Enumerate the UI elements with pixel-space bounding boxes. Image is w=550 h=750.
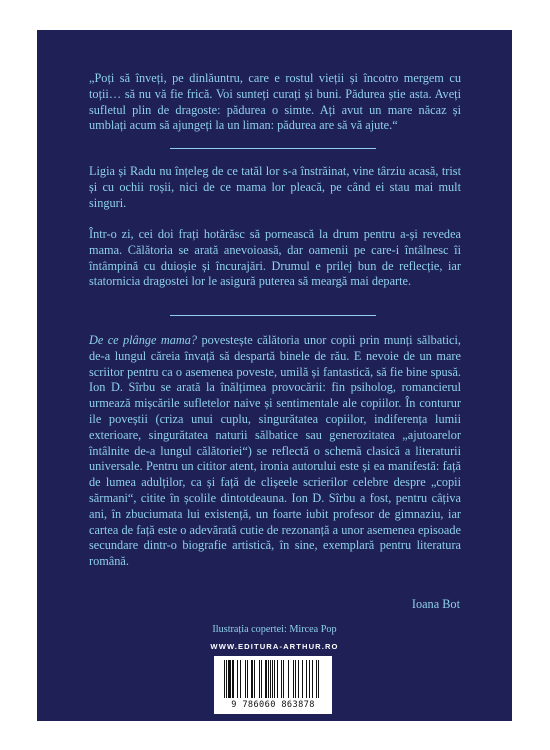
barcode-bar [259,660,260,698]
barcode-bar [237,660,238,698]
barcode-bar [318,660,319,698]
illustration-credit: Ilustrația copertei: Mircea Pop [212,624,337,635]
barcode-bar [224,660,225,698]
barcode-bar [312,660,313,698]
isbn-barcode [214,656,332,714]
barcode-number: 9 786060 863878 [231,700,315,710]
book-back-cover [37,30,512,721]
barcode-bar [283,660,284,698]
barcode-bar [281,660,282,698]
barcode-bar [316,660,317,698]
barcode-bars [214,656,332,702]
barcode-bar [293,660,294,698]
barcode-bar [265,660,266,698]
barcode-bar [228,660,229,698]
publisher-website: WWW.EDITURA-ARTHUR.RO [210,642,339,651]
barcode-bar [232,660,233,698]
barcode-bar [266,660,267,698]
barcode-bar [245,660,246,698]
synopsis-paragraph-2: Într-o zi, cei doi frați hotărăsc să pornească la drum pentru a-și revedea mama. Călătoria se arată anevoioasă, dar oamenii pe care-i întâlnesc îi întâmpină cu duioșie și încurajări. Drumul e prilej bun de reflecție, iar statornicia dragostei lor le asigură puterea să meargă mai departe. [89,227,461,289]
barcode-bar [247,660,248,698]
barcode-bar [252,660,253,698]
barcode-bar [288,660,289,698]
divider-bottom [170,315,376,316]
barcode-bar [261,660,262,698]
barcode-bar [274,660,275,698]
synopsis-paragraph-1: Ligia și Radu nu înțeleg de ce tatăl lor s-a înstrăinat, vine târziu acasă, trist și cu ochii roșii, nici de ce mama lor pleacă, pe când ei stau mai mult singuri. [89,164,461,210]
cover-quote: „Poți să înveți, pe dinlăuntru, care e rostul vieții și încotro mergem cu toții… să nu vă fie frică. Voi sunteți curați și buni. Pădurea știe asta. Aveți sufletul plin de dragoste: pădurea o simte. Ați avut un mare năcaz și umblați acum să ajungeți la un liman: pădurea are să vă ajute.“ [89,71,461,133]
barcode-bar [251,660,252,698]
barcode-bar [240,660,241,698]
barcode-bar [277,660,278,698]
review-book-title: De ce plânge mama? [89,333,198,347]
review-text [89,333,461,570]
barcode-bar [295,660,296,698]
barcode-bar [268,660,269,698]
barcode-bar [270,660,271,698]
barcode-bar [272,660,273,698]
barcode-bar [254,660,255,698]
barcode-bar [306,660,307,698]
review-body: povestește călătoria unor copii prin munți sălbatici, de-a lungul căreia învață să despartă binele de rău. E nevoie de un mare scriitor pentru ca o asemenea poveste, umilă și fantastică, să fie bine spusă. Ion D. Sîrbu se arată la înălțimea provocării: fin psiholog, romancierul urmează mișcările sufletelor naive și sentimentale ale copiilor. În conturur ile poveștii (criza unui cuplu, singurătatea copiilor, indiferența lumii exterioare, singurătatea naturii sălbatice sau generozitatea „ajutoarelor întâlnite de-a lungul călătoriei“) se reflectă o schemă clasică a literaturii universale. Pentru un cititor atent, ironia autorului este și ea manifestă: față de lumea adulților, ca și față de clișeele scrierilor celebre despre „copii sărmani“, citite în școlile dintotdeauna. Ion D. Sîrbu a fost, pentru câțiva ani, în zbuciumata lui existență, un foarte iubit profesor de gimnaziu, iar cartea de față este o adevărată cutie de rezonanță a unor asemenea episoade secundare dintr-o biografie artistică, în sine, exemplară pentru literatura română. [89,333,462,569]
barcode-bar [309,660,310,698]
review-author: Ioana Bot [411,597,460,611]
barcode-bar [226,660,227,698]
barcode-bar [298,660,299,698]
divider-top [170,148,376,149]
barcode-bar [229,660,230,698]
barcode-bar [230,660,231,698]
barcode-bar [302,660,303,698]
barcode-bar [233,660,234,698]
